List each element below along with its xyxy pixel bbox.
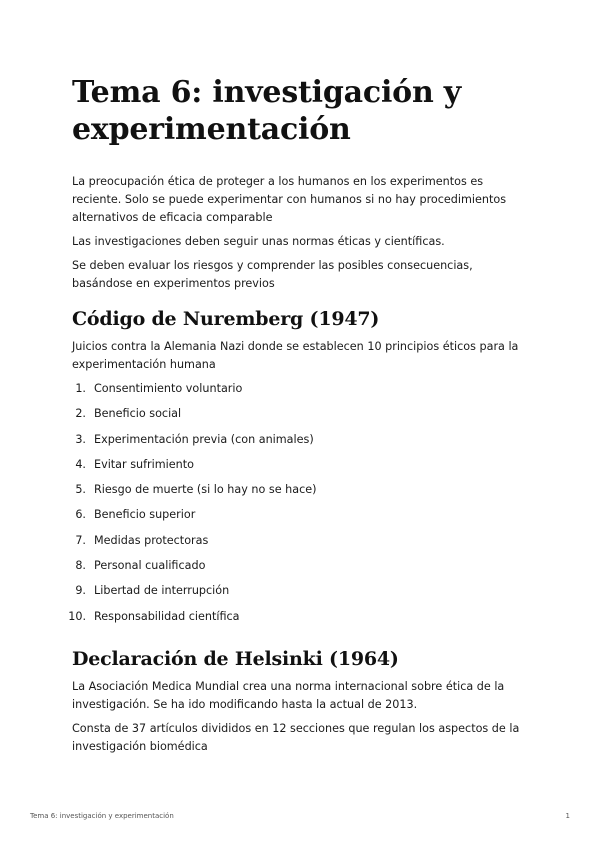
list-item-label: Libertad de interrupción	[94, 584, 230, 598]
list-item-label: Responsabilidad científica	[94, 609, 240, 623]
helsinki-heading: Declaración de Helsinki (1964)	[72, 647, 399, 670]
list-item	[72, 405, 532, 430]
intro-paragraph: Se deben evaluar los riesgos y comprender las posibles consecuencias, basándose en experimentos previos	[72, 259, 473, 290]
list-item	[72, 456, 532, 481]
list-item-number: 8.	[75, 559, 86, 573]
helsinki-section	[72, 647, 532, 756]
list-item-label: Consentimiento voluntario	[94, 382, 243, 395]
list-item	[72, 380, 532, 405]
list-item	[72, 506, 532, 531]
page-footer	[30, 812, 570, 820]
principles-list	[68, 380, 532, 633]
list-item	[72, 557, 532, 582]
intro-paragraph: La preocupación ética de proteger a los humanos en los experimentos es reciente. Solo se puede experimentar con humanos si no hay procedimientos alternativos de eficacia comparable	[72, 175, 507, 224]
list-item-number: 5.	[75, 483, 86, 497]
list-item-label: Personal cualificado	[94, 559, 206, 573]
list-item-label: Medidas protectoras	[94, 533, 209, 547]
footer-title: Tema 6: investigación y experimentación	[30, 812, 174, 820]
helsinki-paragraph: Consta de 37 artículos divididos en 12 secciones que regulan los aspectos de la investigación biomédica	[72, 721, 520, 753]
nuremberg-heading: Código de Nuremberg (1947)	[72, 308, 380, 330]
document-page	[68, 74, 532, 762]
list-item-number: 3.	[75, 432, 86, 446]
list-item-number: 2.	[75, 407, 86, 421]
list-item-label: Beneficio superior	[94, 508, 196, 522]
list-item	[72, 431, 532, 456]
list-item-number: 1.	[75, 382, 86, 395]
list-item	[68, 608, 532, 633]
intro-paragraph: Las investigaciones deben seguir unas normas éticas y científicas.	[72, 235, 445, 248]
list-item-label: Riesgo de muerte (si lo hay no se hace)	[94, 483, 317, 497]
page-title: Tema 6: investigación y experimentación	[72, 75, 462, 147]
list-item-number: 4.	[75, 457, 86, 471]
intro-section	[72, 173, 532, 293]
list-item	[72, 532, 532, 557]
list-item	[72, 481, 532, 506]
nuremberg-text: Juicios contra la Alemania Nazi donde se establecen 10 principios éticos para la experimentación humana	[72, 340, 519, 371]
list-item-number: 6.	[75, 508, 86, 522]
list-item	[72, 582, 532, 607]
list-item-label: Experimentación previa (con animales)	[94, 432, 314, 446]
list-item-number: 9.	[75, 584, 86, 598]
page-number: 1	[565, 812, 570, 820]
list-item-label: Beneficio social	[94, 407, 182, 421]
list-item-label: Evitar sufrimiento	[94, 457, 194, 471]
nuremberg-section	[68, 307, 532, 633]
list-item-number: 10.	[68, 609, 86, 623]
helsinki-paragraph: La Asociación Medica Mundial crea una norma internacional sobre ética de la investigación. Se ha ido modificando hasta la actual de 2013.	[72, 679, 505, 711]
list-item-number: 7.	[75, 533, 86, 547]
